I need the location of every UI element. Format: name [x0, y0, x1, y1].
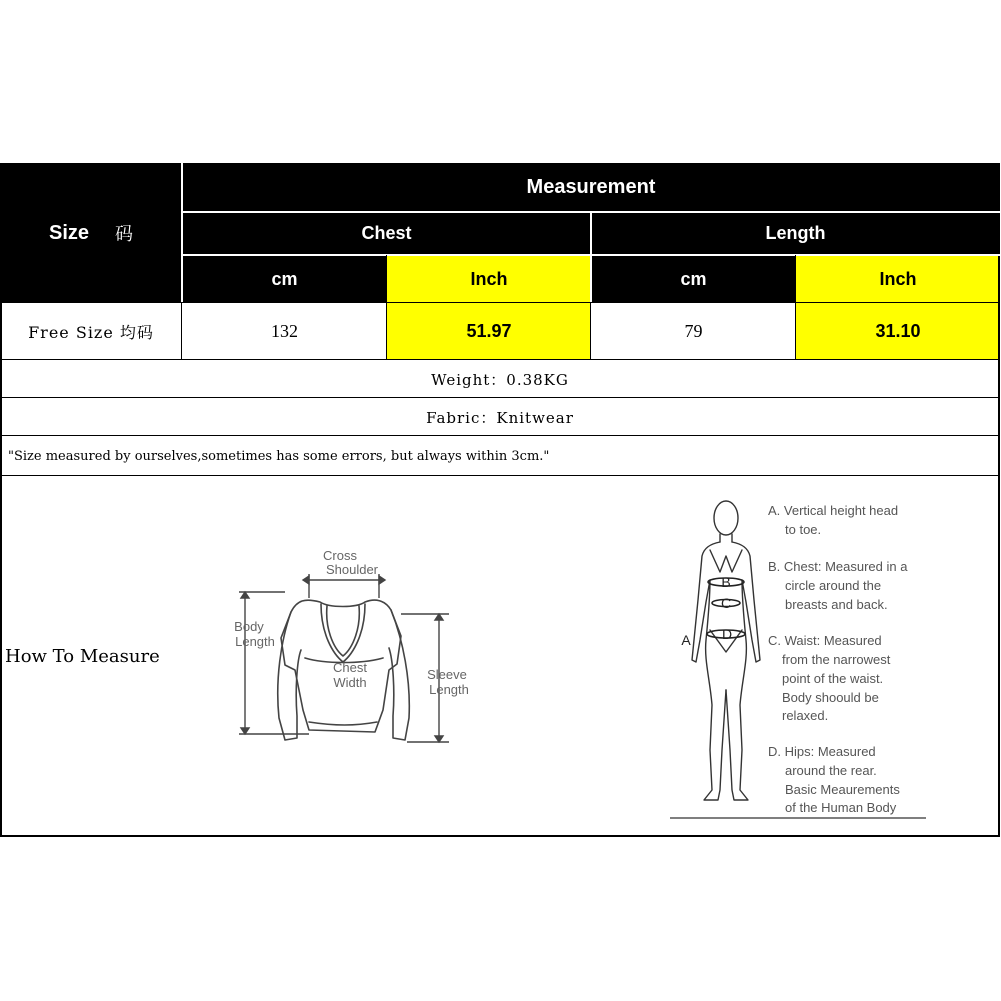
- note-b-line-2: circle around the: [785, 578, 882, 593]
- note-d-line-4: of the Human Body: [785, 800, 897, 815]
- size-header-suffix: 码: [115, 224, 134, 244]
- size-header-cell: [0, 163, 182, 303]
- chest-inch-value: 51.97: [466, 321, 512, 341]
- note-d-line-3: Basic Meaurements: [785, 782, 900, 797]
- weight-row: [0, 360, 1000, 398]
- note-c-line-4: Body shoould be: [782, 690, 879, 705]
- marker-b: B: [721, 574, 731, 590]
- body-length-label-2: Length: [235, 634, 275, 649]
- how-to-measure-label-cell: [0, 476, 190, 836]
- chest-cm-header-cell: [182, 255, 387, 303]
- chest-header-cell: [182, 212, 591, 255]
- measurement-header-cell: [182, 163, 1000, 212]
- chest-width-label-1: Chest: [333, 660, 367, 675]
- length-cm-header: cm: [680, 268, 707, 289]
- note-c-line-3: point of the waist.: [782, 671, 884, 686]
- size-value-cell: [0, 303, 182, 360]
- note-a-line-1: A. Vertical height head: [768, 503, 899, 518]
- fabric-text: Fabric：Knitwear: [426, 408, 574, 427]
- chest-inch-header-cell: [387, 255, 591, 303]
- note-c-line-1: C. Waist: Measured: [768, 633, 882, 648]
- chest-width-label-2: Width: [333, 675, 367, 690]
- fabric-row: [0, 398, 1000, 436]
- length-inch-header-cell: [796, 255, 1000, 303]
- sleeve-length-label-1: Sleeve: [427, 667, 467, 682]
- chest-header: Chest: [361, 223, 412, 243]
- marker-a: A: [681, 632, 691, 648]
- length-inch-value: 31.10: [875, 321, 921, 341]
- note-text: "Size measured by ourselves,sometimes has some errors, but always within 3cm.": [8, 448, 550, 464]
- length-cm-value-cell: [591, 303, 796, 360]
- length-inch-header: Inch: [879, 268, 917, 289]
- note-row: [0, 436, 1000, 476]
- how-to-measure-label: How To Measure: [5, 645, 160, 667]
- length-cm-header-cell: [591, 255, 796, 303]
- chest-cm-header: cm: [271, 268, 298, 289]
- body-length-label-1: Body: [234, 619, 264, 634]
- length-header-cell: [591, 212, 1000, 255]
- chest-cm-value-cell: [182, 303, 387, 360]
- sleeve-length-label-2: Length: [429, 682, 469, 697]
- note-c-line-5: relaxed.: [782, 708, 829, 723]
- sweater-diagram: [225, 540, 485, 755]
- length-header: Length: [765, 223, 826, 243]
- note-a-line-2: to toe.: [785, 522, 822, 537]
- cross-shoulder-label-1: Cross: [323, 548, 357, 563]
- chest-inch-header: Inch: [470, 268, 508, 289]
- marker-c: C: [720, 595, 732, 611]
- length-cm-value: 79: [684, 321, 703, 341]
- body-diagram: [670, 490, 930, 822]
- length-inch-value-cell: [796, 303, 1000, 360]
- chest-cm-value: 132: [271, 321, 298, 341]
- note-d-line-1: D. Hips: Measured: [768, 744, 876, 759]
- cross-shoulder-label-2: Shoulder: [325, 562, 379, 577]
- chest-inch-value-cell: [387, 303, 591, 360]
- note-b-line-3: breasts and back.: [785, 597, 888, 612]
- note-b-line-1: B. Chest: Measured in a: [768, 559, 908, 574]
- note-d-line-2: around the rear.: [785, 763, 877, 778]
- weight-text: Weight：0.38KG: [431, 370, 569, 389]
- size-value: Free Size 均码: [28, 323, 154, 342]
- size-header: Size: [48, 221, 90, 244]
- measurement-header: Measurement: [526, 176, 656, 198]
- marker-d: D: [721, 626, 733, 642]
- note-c-line-2: from the narrowest: [782, 652, 891, 667]
